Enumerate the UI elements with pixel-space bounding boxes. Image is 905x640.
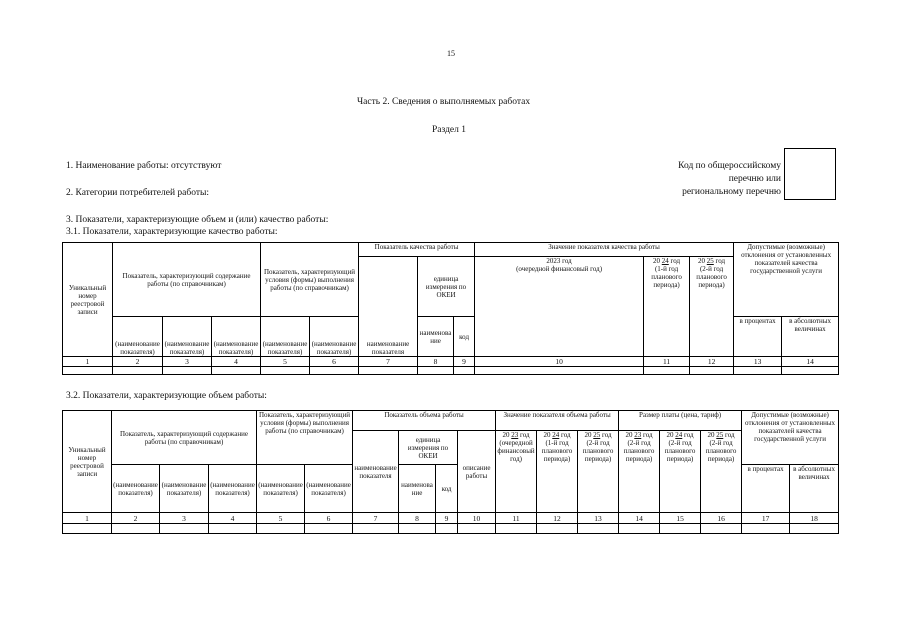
column-number: 7 [353, 513, 399, 524]
deviation-percent-header: в процентах [734, 317, 782, 357]
year-2023-label: 2023 год [546, 257, 572, 265]
data-cell[interactable] [305, 524, 353, 534]
year-2024-suffix: год [668, 257, 681, 265]
year-digits: 24 [552, 431, 560, 439]
year-digits: 25 [593, 431, 601, 439]
data-cell[interactable] [660, 524, 701, 534]
data-cell[interactable] [359, 367, 418, 375]
fee-2023-header [619, 431, 660, 513]
column-number: 16 [701, 513, 742, 524]
unit-header: единица измерения по ОКЕИ [399, 431, 458, 465]
column-number: 11 [496, 513, 537, 524]
year-prefix: 20 [666, 431, 676, 439]
data-cell[interactable] [734, 367, 782, 375]
column-number: 4 [212, 357, 261, 367]
value-2023-header [496, 431, 537, 513]
work-name-line: 1. Наименование работы: отсутствуют [66, 161, 222, 171]
year-2025-prefix: 20 [698, 257, 707, 265]
year-prefix: 20 [707, 431, 717, 439]
year-2025-suffix: год [713, 257, 726, 265]
data-cell[interactable] [475, 367, 644, 375]
quality-table [62, 242, 839, 375]
sub-indicator-name: (наименование показателя) [257, 465, 305, 513]
year-2023-sub: (очередной финансовый год) [516, 265, 603, 273]
data-cell[interactable] [436, 524, 458, 534]
data-cell[interactable] [257, 524, 305, 534]
year-suffix: год [559, 431, 571, 439]
period-sub: (2-й год планового периода) [623, 439, 655, 463]
column-number: 6 [310, 357, 359, 367]
deviation-percent-header: в процентах [742, 465, 790, 513]
consumer-category-line: 2. Категории потребителей работы: [66, 188, 209, 198]
data-cell[interactable] [63, 524, 112, 534]
sub-indicator-name: (наименование показателя) [112, 465, 160, 513]
data-cell[interactable] [496, 524, 537, 534]
year-prefix: 20 [625, 431, 635, 439]
sub-indicator-name: (наименование показателя) [163, 317, 212, 357]
column-number: 18 [790, 513, 839, 524]
column-number: 9 [454, 357, 475, 367]
sub-indicator-name: (наименование показателя) [209, 465, 257, 513]
sub-indicator-name: (наименование показателя) [305, 465, 353, 513]
period-sub: (2-й год планового периода) [664, 439, 696, 463]
volume-indicator-header: Показатель объема работы [353, 411, 496, 431]
quality-indicator-header: Показатель качества работы [359, 243, 475, 257]
value-2025-header [578, 431, 619, 513]
data-cell[interactable] [690, 367, 734, 375]
code-label-line2: перечню или [728, 174, 781, 184]
unique-number-header: Уникальный номер реестровой записи [63, 411, 112, 513]
year-suffix: год [723, 431, 735, 439]
year-2024-sub: (1-й год планового периода) [651, 265, 682, 289]
year-digits: 23 [634, 431, 642, 439]
data-cell[interactable] [163, 367, 212, 375]
year-2025-sub: (2-й год планового периода) [696, 265, 727, 289]
year-suffix: год [600, 431, 612, 439]
sub-indicator-name: (наименование показателя) [212, 317, 261, 357]
deviation-absolute-header: в абсолютных величинах [782, 317, 839, 357]
year-suffix: год [518, 431, 530, 439]
year-2025-header [690, 257, 734, 357]
indicators-line: 3. Показатели, характеризующие объем и (или) качество работы: [66, 215, 329, 225]
sub-indicator-name: (наименование показателя) [310, 317, 359, 357]
column-number: 7 [359, 357, 418, 367]
content-indicator-header: Показатель, характеризующий содержание работы (по справочникам) [113, 243, 261, 317]
page-number: 15 [447, 49, 455, 58]
column-number: 8 [399, 513, 436, 524]
data-cell[interactable] [782, 367, 839, 375]
period-sub: (2-й год планового периода) [582, 439, 614, 463]
deviation-header: Допустимые (возможные) отклонения от установленных показателей качества государственной услуги [742, 411, 839, 465]
condition-indicator-header: Показатель, характеризующий условия (формы) выполнения работы (по справочникам) [261, 243, 359, 317]
data-cell[interactable] [790, 524, 839, 534]
year-digits: 25 [716, 431, 724, 439]
registry-code-box[interactable] [784, 148, 836, 200]
data-cell[interactable] [63, 367, 113, 375]
column-number: 10 [458, 513, 496, 524]
sub-indicator-name: (наименование показателя) [113, 317, 163, 357]
column-number: 8 [418, 357, 454, 367]
data-cell[interactable] [353, 524, 399, 534]
column-number: 13 [578, 513, 619, 524]
data-cell[interactable] [458, 524, 496, 534]
data-cell[interactable] [454, 367, 475, 375]
column-number: 1 [63, 513, 112, 524]
period-sub: (2-й год планового периода) [705, 439, 737, 463]
data-cell[interactable] [209, 524, 257, 534]
fee-header: Размер платы (цена, тариф) [619, 411, 742, 431]
data-cell[interactable] [112, 524, 160, 534]
fee-2025-header [701, 431, 742, 513]
year-suffix: год [641, 431, 653, 439]
unit-code-header: код [436, 465, 458, 513]
column-number: 12 [690, 357, 734, 367]
volume-table [62, 410, 839, 534]
year-suffix: год [682, 431, 694, 439]
deviation-absolute-header: в абсолютных величинах [790, 465, 839, 513]
year-prefix: 20 [543, 431, 553, 439]
column-number: 10 [475, 357, 644, 367]
fee-2024-header [660, 431, 701, 513]
data-cell[interactable] [701, 524, 742, 534]
period-sub: (очередной финансовый год) [497, 439, 535, 463]
unique-number-header: Уникальный номер реестровой записи [63, 243, 113, 357]
column-number: 3 [160, 513, 209, 524]
data-cell[interactable] [537, 524, 578, 534]
column-number: 2 [112, 513, 160, 524]
column-number: 5 [261, 357, 310, 367]
column-number: 12 [537, 513, 578, 524]
volume-indicators-heading: 3.2. Показатели, характеризующие объем работы: [66, 391, 267, 401]
data-cell[interactable] [742, 524, 790, 534]
indicator-name-header: наименование показателя [353, 431, 399, 513]
data-cell[interactable] [160, 524, 209, 534]
data-cell[interactable] [399, 524, 436, 534]
column-number: 5 [257, 513, 305, 524]
period-sub: (1-й год планового периода) [541, 439, 573, 463]
year-2025-digits: 25 [706, 257, 714, 265]
column-number: 9 [436, 513, 458, 524]
year-digits: 23 [511, 431, 519, 439]
year-prefix: 20 [502, 431, 512, 439]
deviation-header: Допустимые (возможные) отклонения от установленных показателей качества государственной услуги [734, 243, 839, 317]
unit-name-header: наименование [418, 317, 454, 357]
column-number: 17 [742, 513, 790, 524]
column-number: 2 [113, 357, 163, 367]
volume-value-header: Значение показателя объема работы [496, 411, 619, 431]
column-number: 3 [163, 357, 212, 367]
column-number: 1 [63, 357, 113, 367]
indicator-name-header: наименование показателя [359, 257, 418, 357]
column-number: 15 [660, 513, 701, 524]
year-2024-prefix: 20 [653, 257, 662, 265]
data-cell[interactable] [113, 367, 163, 375]
unit-name-header: наименование [399, 465, 436, 513]
year-digits: 24 [675, 431, 683, 439]
year-2024-digits: 24 [661, 257, 669, 265]
data-cell[interactable] [212, 367, 261, 375]
column-number: 11 [644, 357, 690, 367]
section-title: Раздел 1 [432, 125, 466, 135]
column-number: 13 [734, 357, 782, 367]
sub-indicator-name: (наименование показателя) [261, 317, 310, 357]
year-2024-header [644, 257, 690, 357]
column-number: 4 [209, 513, 257, 524]
unit-code-header: код [454, 317, 475, 357]
column-number: 14 [619, 513, 660, 524]
year-prefix: 20 [584, 431, 594, 439]
code-label-line1: Код по общероссийскому [678, 161, 781, 171]
column-number: 6 [305, 513, 353, 524]
quality-indicators-heading: 3.1. Показатели, характеризующие качество работы: [66, 227, 278, 237]
part-title: Часть 2. Сведения о выполняемых работах [357, 97, 531, 107]
content-indicator-header: Показатель, характеризующий содержание работы (по справочникам) [112, 411, 257, 465]
data-cell[interactable] [578, 524, 619, 534]
condition-indicator-header: Показатель, характеризующий условия (формы) выполнения работы (по справочникам) [257, 411, 353, 465]
quality-value-header: Значение показателя качества работы [475, 243, 734, 257]
column-number: 14 [782, 357, 839, 367]
data-cell[interactable] [619, 524, 660, 534]
data-cell[interactable] [261, 367, 310, 375]
data-cell[interactable] [418, 367, 454, 375]
year-2023-header [475, 257, 644, 357]
unit-header: единица измерения по ОКЕИ [418, 257, 475, 317]
data-cell[interactable] [310, 367, 359, 375]
sub-indicator-name: (наименование показателя) [160, 465, 209, 513]
data-cell[interactable] [644, 367, 690, 375]
value-2024-header [537, 431, 578, 513]
code-label-line3: региональному перечню [682, 187, 781, 197]
work-description-header: описание работы [458, 431, 496, 513]
